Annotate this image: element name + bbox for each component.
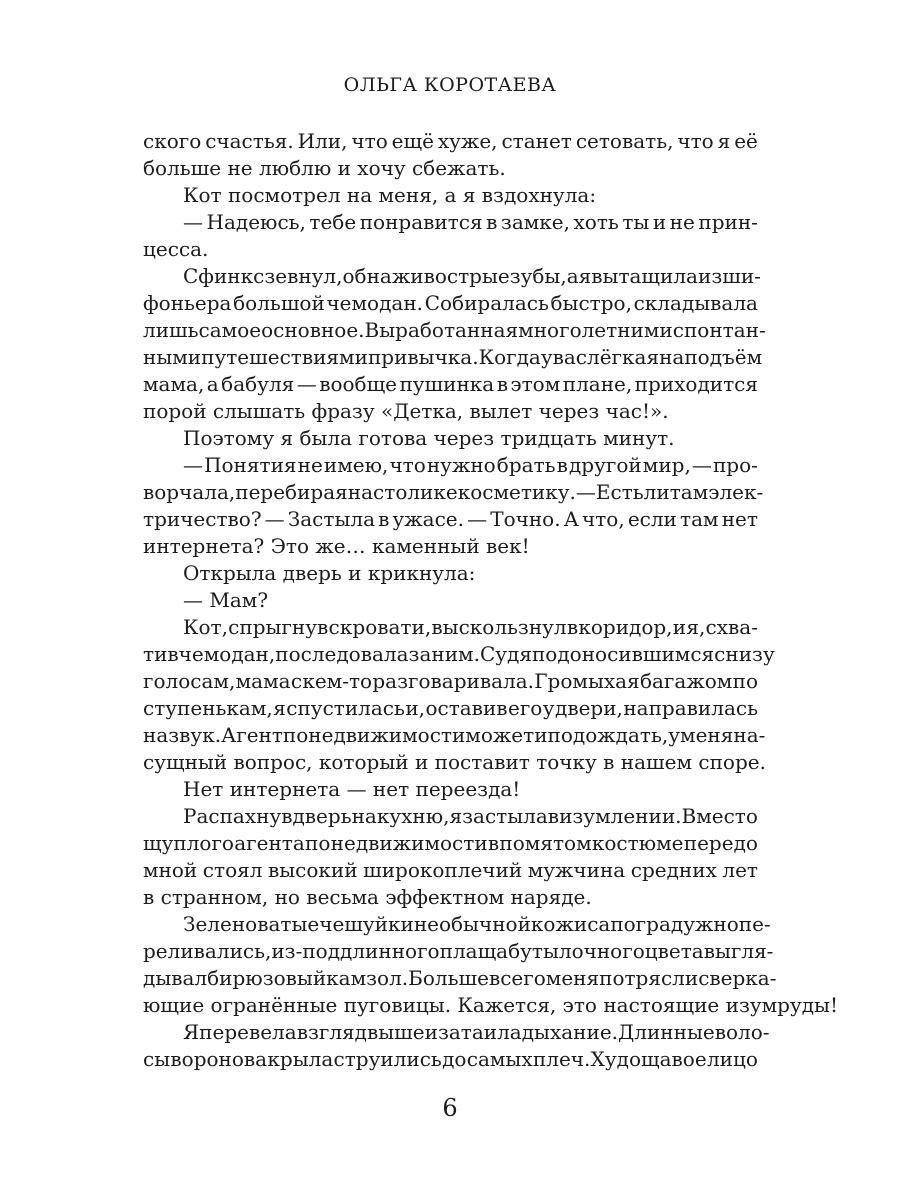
- text-line: [143, 452, 758, 479]
- word: схва-: [705, 615, 758, 639]
- word: меня: [545, 966, 600, 990]
- word: перебирая: [235, 480, 348, 504]
- word: про-: [712, 453, 758, 477]
- word: я: [717, 129, 731, 153]
- word: Застыла: [287, 507, 375, 531]
- text-line: [143, 695, 758, 722]
- word: её: [734, 129, 758, 153]
- word: дыхание.: [521, 1020, 619, 1044]
- word: выше: [366, 1020, 425, 1044]
- word: нет: [721, 507, 758, 531]
- word: тебе: [309, 210, 357, 234]
- word: другой: [568, 453, 642, 477]
- word: —: [183, 453, 203, 477]
- word: лицо: [706, 1047, 758, 1071]
- word: доносившимся: [557, 642, 715, 666]
- word: ещё: [391, 129, 434, 153]
- word: хуже,: [437, 129, 498, 153]
- text-line: [143, 587, 758, 614]
- text-line-content: Открыла дверь и крикнула:: [183, 561, 476, 585]
- word: в: [496, 372, 508, 396]
- word: —: [183, 210, 203, 234]
- word: плаща: [439, 939, 509, 963]
- word: ского: [143, 129, 202, 153]
- word: может: [465, 723, 535, 747]
- word: Надеюсь,: [206, 210, 306, 234]
- word: и,: [405, 696, 426, 720]
- word: камзол.: [326, 966, 409, 990]
- word: Судя: [479, 642, 532, 666]
- word: Громыхая: [534, 669, 640, 693]
- word: нужно: [426, 453, 496, 477]
- text-line: [143, 560, 758, 587]
- word: я: [273, 696, 286, 720]
- word: столике: [373, 480, 458, 504]
- word: я,: [686, 615, 706, 639]
- text-line: [143, 236, 758, 263]
- word: кем-то: [302, 669, 373, 693]
- word: Длинные: [618, 1020, 715, 1044]
- word: на-: [733, 723, 766, 747]
- word: сверка-: [698, 966, 777, 990]
- word: ним.: [431, 642, 480, 666]
- word: ли: [643, 480, 670, 504]
- word: косметику.: [457, 480, 576, 504]
- text-line: [143, 992, 839, 1019]
- word: голосам,: [143, 669, 236, 693]
- word: А: [563, 507, 579, 531]
- word: последовала: [275, 642, 409, 666]
- word: плеч.: [532, 1047, 591, 1071]
- word: многолетними: [518, 318, 673, 342]
- word: сы: [143, 1047, 171, 1071]
- word: быстро,: [550, 291, 632, 315]
- word: Точно.: [490, 507, 561, 531]
- text-line: [143, 668, 758, 695]
- word: до: [442, 1047, 467, 1071]
- text-line: [143, 479, 764, 506]
- word: потрясли: [599, 966, 699, 990]
- word: кухню,: [376, 804, 450, 828]
- word: привычка.: [367, 345, 479, 369]
- word: понравится: [359, 210, 483, 234]
- word: спрыгнув: [228, 615, 329, 639]
- word: что: [351, 129, 388, 153]
- text-line: [143, 317, 766, 344]
- word: Вместо: [681, 804, 758, 828]
- text-line: [143, 749, 766, 776]
- word: что: [389, 453, 426, 477]
- word: кожи: [530, 912, 588, 936]
- text-line-content: — Мам?: [183, 588, 269, 612]
- word: лет: [722, 858, 758, 882]
- word: Сфинкс: [183, 264, 265, 288]
- word: Агент: [221, 723, 283, 747]
- word: костюме: [591, 831, 684, 855]
- word: у: [668, 723, 681, 747]
- word: и: [672, 615, 687, 639]
- word: недвижимости: [330, 831, 488, 855]
- text-line: [143, 1019, 770, 1046]
- text-line: [143, 371, 758, 398]
- word: коридор,: [578, 615, 673, 639]
- word: и: [424, 1020, 438, 1044]
- text-line: [143, 722, 766, 749]
- word: ворчала,: [143, 480, 236, 504]
- word: звук.: [168, 723, 222, 747]
- page-number: 6: [442, 1094, 458, 1122]
- word: Больше: [408, 966, 489, 990]
- word: средних: [630, 858, 717, 882]
- word: недвижимости: [308, 723, 466, 747]
- word: в: [547, 804, 560, 828]
- word: этом: [510, 372, 561, 396]
- word: с: [328, 615, 340, 639]
- word: —: [467, 507, 488, 531]
- word: ты: [622, 210, 650, 234]
- text-line: [143, 776, 758, 803]
- word: пе-: [738, 912, 771, 936]
- text-line-content: сущный вопрос, который и поставит точку в нашем споре.: [143, 750, 766, 774]
- text-line-content: порой слышать фразу «Детка, вылет через час!».: [143, 399, 669, 423]
- word: мама,: [143, 372, 205, 396]
- word: —: [264, 507, 285, 531]
- word: плане,: [562, 372, 633, 396]
- word: —: [575, 480, 596, 504]
- text-line: [143, 884, 758, 911]
- text-line: [143, 1046, 758, 1073]
- text-line-content: Кот посмотрел на меня, а я вздохнула:: [183, 183, 597, 207]
- word: Выработанная: [364, 318, 519, 342]
- word: вытащила: [591, 264, 698, 288]
- word: выгля-: [703, 939, 774, 963]
- word: чемодан,: [178, 642, 276, 666]
- word: широкоплечий: [363, 858, 523, 882]
- word: на: [347, 480, 374, 504]
- word: Зеленоватые: [183, 912, 320, 936]
- word: бутылочного: [508, 939, 645, 963]
- word: чешуйки: [319, 912, 414, 936]
- word: лишь: [143, 318, 199, 342]
- word: элек-: [708, 480, 764, 504]
- word: пушинка: [399, 372, 495, 396]
- text-line-content: ющие огранённые пуговицы. Кажется, это настоящие изумруды!: [143, 993, 839, 1017]
- text-line: [143, 614, 758, 641]
- word: Я: [183, 1020, 200, 1044]
- word: подождать,: [547, 723, 669, 747]
- running-header: ОЛЬГА КОРОТАЕВА: [343, 74, 557, 96]
- word: крыла: [267, 1047, 334, 1071]
- word: застыла: [462, 804, 548, 828]
- text-line: [143, 641, 775, 668]
- word: необычной: [413, 912, 531, 936]
- word: что,: [582, 507, 625, 531]
- text-line: [143, 182, 758, 209]
- word: мужчина: [527, 858, 626, 882]
- word: а: [206, 372, 219, 396]
- word: высокий: [267, 858, 358, 882]
- word: основное.: [261, 318, 365, 342]
- word: путешествиями: [201, 345, 368, 369]
- text-line: [143, 965, 777, 992]
- word: я: [449, 804, 463, 828]
- word: спустилась: [286, 696, 405, 720]
- word: сапог: [587, 912, 647, 936]
- word: всего: [488, 966, 546, 990]
- text-line: [143, 209, 758, 236]
- word: на: [143, 723, 169, 747]
- word: фоньера: [143, 291, 232, 315]
- word: за: [408, 642, 432, 666]
- word: мама: [235, 669, 291, 693]
- word: у: [540, 345, 553, 369]
- word: в: [556, 453, 568, 477]
- word: брать: [496, 453, 556, 477]
- word: имею,: [323, 453, 389, 477]
- word: Есть: [595, 480, 644, 504]
- word: что: [677, 129, 714, 153]
- word: Собиралась: [424, 291, 549, 315]
- text-line-content: Поэтому я была готова через тридцать минут.: [183, 426, 675, 450]
- word: в: [486, 210, 498, 234]
- text-line: [143, 533, 758, 560]
- text-line-content: интернета? Это же… каменный век!: [143, 534, 530, 558]
- word: на: [351, 804, 377, 828]
- word: из: [697, 264, 723, 288]
- word: не: [297, 453, 323, 477]
- word: острые: [434, 264, 510, 288]
- word: двери,: [555, 696, 623, 720]
- text-line: [143, 506, 758, 533]
- word: мир,: [642, 453, 691, 477]
- word: помятом: [499, 831, 592, 855]
- word: бирюзовый: [207, 966, 327, 990]
- word: ступенькам,: [143, 696, 273, 720]
- word: кровати,: [339, 615, 432, 639]
- word: воло-: [714, 1020, 770, 1044]
- word: взгляд: [296, 1020, 367, 1044]
- word: сетовать,: [575, 129, 674, 153]
- word: дывал: [143, 966, 208, 990]
- word: не: [669, 210, 695, 234]
- word: ши-: [722, 264, 761, 288]
- word: Кот,: [183, 615, 228, 639]
- text-line-content: больше не люблю и хочу сбежать.: [143, 156, 506, 180]
- word: агента: [234, 831, 305, 855]
- word: дверь: [292, 804, 352, 828]
- word: из-под: [271, 939, 341, 963]
- text-line: [143, 128, 758, 155]
- word: вас: [552, 345, 588, 369]
- word: а: [566, 264, 579, 288]
- text-line: [143, 911, 771, 938]
- word: Распахнув: [183, 804, 293, 828]
- word: перевела: [199, 1020, 297, 1044]
- text-line-content: цесса.: [143, 237, 209, 261]
- word: Худощавое: [590, 1047, 707, 1071]
- text-line: [143, 290, 758, 317]
- word: —: [691, 453, 712, 477]
- body-text: [143, 128, 839, 1073]
- text-line: [143, 830, 758, 857]
- word: спонтан-: [672, 318, 766, 342]
- word: снизу: [714, 642, 775, 666]
- text-line: [143, 425, 758, 452]
- word: самых: [466, 1047, 533, 1071]
- word: радужно: [646, 912, 739, 936]
- word: приходится: [634, 372, 758, 396]
- word: бабуля: [221, 372, 295, 396]
- text-line: [143, 155, 758, 182]
- word: тив: [143, 642, 179, 666]
- word: там: [669, 480, 709, 504]
- text-line: [143, 857, 758, 884]
- word: большой: [233, 291, 325, 315]
- word: станет: [501, 129, 572, 153]
- word: складывала: [633, 291, 758, 315]
- word: передо: [683, 831, 758, 855]
- word: Понятия: [204, 453, 297, 477]
- word: щуплого: [143, 831, 234, 855]
- word: в: [378, 507, 390, 531]
- text-line: [143, 344, 763, 371]
- word: подъём: [684, 345, 763, 369]
- word: цвета: [644, 939, 704, 963]
- word: длинного: [340, 939, 440, 963]
- word: затаила: [437, 1020, 522, 1044]
- word: если: [627, 507, 677, 531]
- text-line: [143, 398, 758, 425]
- word: обнажив: [342, 264, 435, 288]
- text-line: [143, 263, 761, 290]
- word: зевнул,: [264, 264, 343, 288]
- word: в: [487, 831, 500, 855]
- word: воронова: [170, 1047, 268, 1071]
- word: —: [296, 372, 317, 396]
- word: чемодан.: [326, 291, 424, 315]
- word: по: [282, 723, 309, 747]
- word: ужасе.: [392, 507, 464, 531]
- word: стоял: [202, 858, 263, 882]
- word: зубы,: [509, 264, 567, 288]
- word: лёгкая: [587, 345, 660, 369]
- word: меня: [680, 723, 734, 747]
- word: струились: [333, 1047, 442, 1071]
- word: и: [534, 723, 548, 747]
- word: ными: [143, 345, 202, 369]
- text-line-content: в странном, но весьма эффектном наряде.: [143, 885, 592, 909]
- word: самое: [198, 318, 262, 342]
- word: по: [531, 642, 558, 666]
- word: его: [507, 696, 543, 720]
- word: оставив: [425, 696, 508, 720]
- word: в: [566, 615, 579, 639]
- word: и: [652, 210, 667, 234]
- word: на: [659, 345, 685, 369]
- word: по: [732, 669, 758, 693]
- word: мной: [143, 858, 198, 882]
- text-line-content: Нет интернета — нет переезда!: [183, 777, 521, 801]
- word: разговаривала.: [372, 669, 535, 693]
- word: Или,: [297, 129, 348, 153]
- word: с: [290, 669, 303, 693]
- word: там: [680, 507, 719, 531]
- word: изумлении.: [559, 804, 682, 828]
- word: вообще: [319, 372, 397, 396]
- word: выскользнул: [431, 615, 567, 639]
- word: я: [578, 264, 592, 288]
- word: у: [542, 696, 555, 720]
- word: багажом: [639, 669, 733, 693]
- word: хоть: [573, 210, 619, 234]
- word: прин-: [698, 210, 758, 234]
- word: тричество?: [143, 507, 262, 531]
- word: замке,: [500, 210, 570, 234]
- word: счастья.: [205, 129, 294, 153]
- word: реливались,: [143, 939, 272, 963]
- text-line: [143, 938, 774, 965]
- word: по: [305, 831, 331, 855]
- word: Когда: [478, 345, 541, 369]
- word: направилась: [623, 696, 758, 720]
- text-line: [143, 803, 758, 830]
